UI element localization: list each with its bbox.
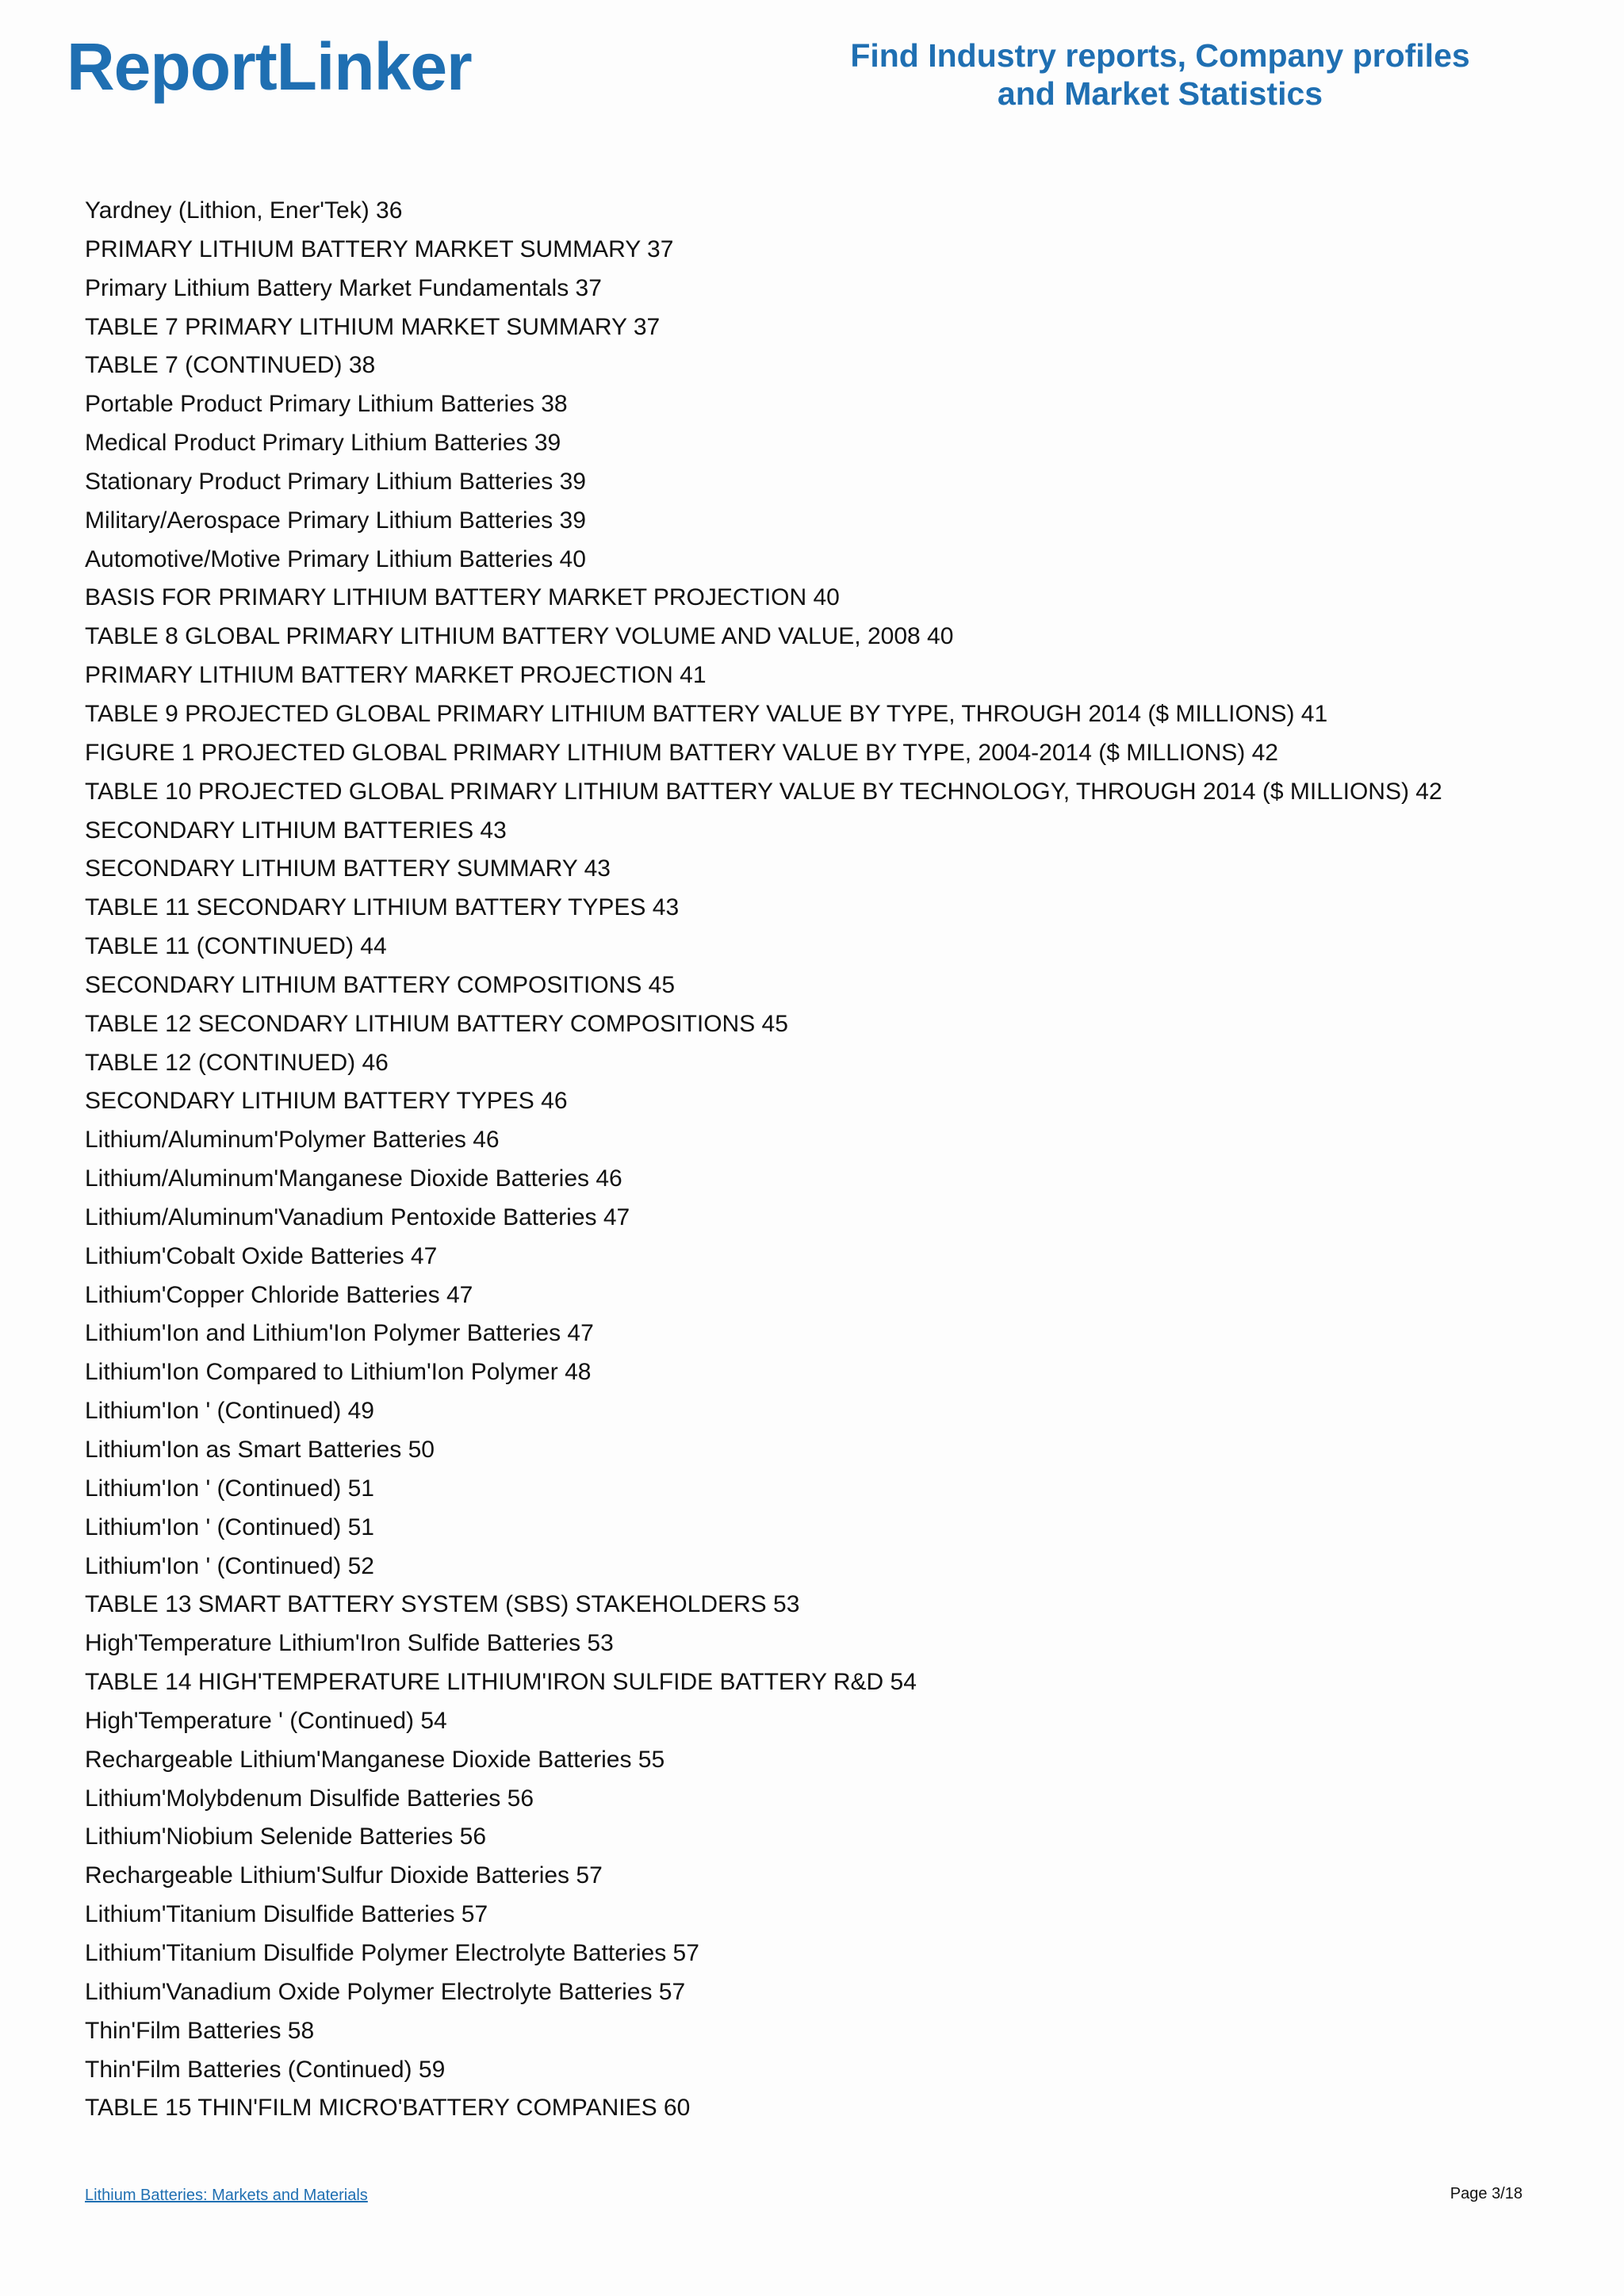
toc-entry: SECONDARY LITHIUM BATTERY SUMMARY 43 [85, 855, 611, 882]
toc-entry: Stationary Product Primary Lithium Batteries 39 [85, 468, 586, 495]
toc-entry: Lithium'Cobalt Oxide Batteries 47 [85, 1242, 438, 1269]
toc-entry: Lithium'Ion ' (Continued) 51 [85, 1513, 374, 1540]
tagline-line-2: and Market Statistics [997, 75, 1323, 112]
toc-entry: BASIS FOR PRIMARY LITHIUM BATTERY MARKET PROJECTION 40 [85, 584, 840, 611]
toc-entry: TABLE 12 SECONDARY LITHIUM BATTERY COMPOSITIONS 45 [85, 1010, 788, 1037]
toc-entry: Automotive/Motive Primary Lithium Batteries 40 [85, 545, 586, 572]
toc-entry: Thin'Film Batteries 58 [85, 2017, 315, 2044]
toc-entry: Lithium'Ion ' (Continued) 51 [85, 1475, 374, 1502]
toc-entry: Rechargeable Lithium'Manganese Dioxide Batteries 55 [85, 1746, 665, 1773]
toc-entry: SECONDARY LITHIUM BATTERIES 43 [85, 817, 507, 844]
reportlinker-logo[interactable]: ReportLinker [67, 29, 472, 104]
header-tagline [841, 36, 1480, 113]
toc-entry: Portable Product Primary Lithium Batteries 38 [85, 391, 568, 418]
toc-entry: TABLE 12 (CONTINUED) 46 [85, 1049, 389, 1076]
toc-entry: High'Temperature Lithium'Iron Sulfide Batteries 53 [85, 1630, 614, 1657]
toc-entry: FIGURE 1 PROJECTED GLOBAL PRIMARY LITHIUM BATTERY VALUE BY TYPE, 2004-2014 ($ MILLIONS) 42 [85, 739, 1278, 766]
toc-entry: Lithium'Ion Compared to Lithium'Ion Polymer 48 [85, 1359, 592, 1386]
report-title-link[interactable]: Lithium Batteries: Markets and Materials [85, 2187, 368, 2204]
toc-entry: Lithium'Molybdenum Disulfide Batteries 56 [85, 1785, 534, 1812]
toc-entry: Military/Aerospace Primary Lithium Batteries 39 [85, 507, 586, 534]
toc-entry: Lithium'Vanadium Oxide Polymer Electrolyte Batteries 57 [85, 1978, 686, 2005]
toc-entry: Lithium'Titanium Disulfide Polymer Electrolyte Batteries 57 [85, 1939, 699, 1966]
toc-entry: PRIMARY LITHIUM BATTERY MARKET SUMMARY 37 [85, 235, 674, 262]
toc-entry: TABLE 13 SMART BATTERY SYSTEM (SBS) STAKEHOLDERS 53 [85, 1591, 800, 1618]
toc-entry: SECONDARY LITHIUM BATTERY TYPES 46 [85, 1088, 568, 1115]
toc-entry: Lithium'Niobium Selenide Batteries 56 [85, 1823, 487, 1850]
toc-entry: Lithium'Titanium Disulfide Batteries 57 [85, 1901, 488, 1928]
toc-entry: Lithium'Copper Chloride Batteries 47 [85, 1281, 473, 1308]
toc-entry: Medical Product Primary Lithium Batteries 39 [85, 430, 561, 457]
toc-entry: Yardney (Lithion, Ener'Tek) 36 [85, 197, 403, 224]
toc-entry: Primary Lithium Battery Market Fundamentals 37 [85, 274, 602, 301]
toc-entry: SECONDARY LITHIUM BATTERY COMPOSITIONS 45 [85, 971, 676, 998]
toc-entry: Lithium'Ion ' (Continued) 49 [85, 1398, 374, 1425]
toc-entry: High'Temperature ' (Continued) 54 [85, 1707, 447, 1734]
toc-entry: TABLE 7 (CONTINUED) 38 [85, 352, 376, 379]
toc-entry: Thin'Film Batteries (Continued) 59 [85, 2056, 446, 2083]
toc-entry: Lithium/Aluminum'Manganese Dioxide Batteries 46 [85, 1165, 622, 1192]
toc-entry: Rechargeable Lithium'Sulfur Dioxide Batteries 57 [85, 1862, 603, 1889]
toc-entry: TABLE 15 THIN'FILM MICRO'BATTERY COMPANIES 60 [85, 2095, 691, 2122]
toc-entry: TABLE 8 GLOBAL PRIMARY LITHIUM BATTERY VOLUME AND VALUE, 2008 40 [85, 623, 954, 650]
toc-entry: TABLE 11 SECONDARY LITHIUM BATTERY TYPES 43 [85, 894, 680, 921]
toc-entry: TABLE 14 HIGH'TEMPERATURE LITHIUM'IRON SULFIDE BATTERY R&D 54 [85, 1669, 917, 1696]
toc-entry: PRIMARY LITHIUM BATTERY MARKET PROJECTION 41 [85, 662, 707, 689]
toc-entry: TABLE 9 PROJECTED GLOBAL PRIMARY LITHIUM BATTERY VALUE BY TYPE, THROUGH 2014 ($ MILLIONS) 41 [85, 700, 1328, 727]
tagline-line-1: Find Industry reports, Company profiles [850, 37, 1470, 74]
toc-entry: Lithium'Ion as Smart Batteries 50 [85, 1437, 435, 1463]
table-of-contents [85, 192, 1442, 2128]
page-number: Page 3/18 [1450, 2185, 1522, 2202]
toc-entry: TABLE 7 PRIMARY LITHIUM MARKET SUMMARY 37 [85, 313, 661, 340]
toc-entry: TABLE 11 (CONTINUED) 44 [85, 933, 387, 960]
toc-entry: Lithium'Ion and Lithium'Ion Polymer Batteries 47 [85, 1320, 594, 1347]
toc-entry: Lithium/Aluminum'Vanadium Pentoxide Batteries 47 [85, 1203, 630, 1230]
toc-entry: Lithium/Aluminum'Polymer Batteries 46 [85, 1127, 500, 1154]
toc-entry: Lithium'Ion ' (Continued) 52 [85, 1552, 374, 1579]
toc-entry: TABLE 10 PROJECTED GLOBAL PRIMARY LITHIUM BATTERY VALUE BY TECHNOLOGY, THROUGH 2014 ($ MILLIONS) 42 [85, 778, 1442, 805]
